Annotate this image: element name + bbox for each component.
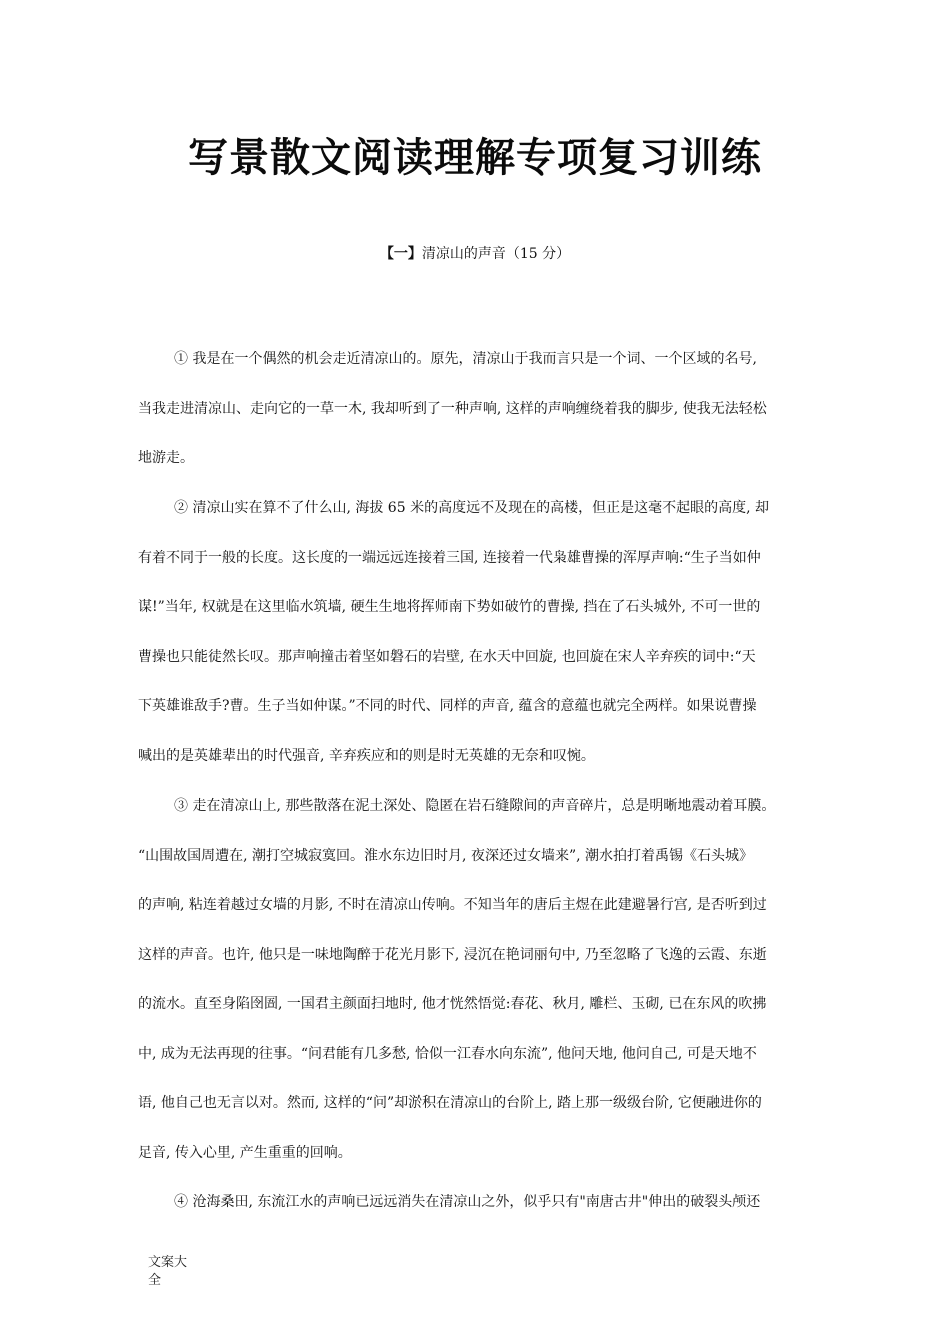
paragraph-line: ② 清凉山实在算不了什么山, 海拔 65 米的高度远不及现在的高楼，但正是这毫不起眼的高度, 却 [174, 500, 769, 516]
paragraph-line: 这样的声音。也许, 他只是一味地陶醉于花光月影下, 浸沉在艳词丽句中, 乃至忽略了飞逸的云霞、东逝 [138, 946, 767, 963]
paragraph-line: 足音, 传入心里, 产生重重的回响。 [138, 1144, 352, 1161]
paragraph-line: 地游走。 [138, 450, 194, 466]
section-title: 清凉山的声音（15 分） [421, 246, 571, 262]
paragraph-line: 当我走进清凉山、走向它的一草一木, 我却听到了一种声响, 这样的声响缠绕着我的脚步, 使我无法轻松 [138, 400, 767, 417]
paragraph-line: 有着不同于一般的长度。这长度的一端远远连接着三国, 连接着一代枭雄曹操的浑厚声响:“生子当如仲 [138, 549, 761, 566]
paragraph-line: 喊出的是英雄辈出的时代强音, 辛弃疾应和的则是时无英雄的无奈和叹惋。 [138, 747, 595, 764]
paragraph-line: 下英雄谁敌手?曹。生子当如仲谋。”不同的时代、同样的声音, 蕴含的意蕴也就完全两样。如果说曹操 [138, 698, 757, 714]
section-bracket: 【一】 [379, 246, 422, 262]
paragraph-line: 的声响, 粘连着越过女墙的月影, 不时在清凉山传响。不知当年的唐后主煜在此建避暑行宫, 是否听到过 [138, 897, 767, 913]
paragraph-1 [138, 335, 818, 484]
paragraph-line: ④ 沧海桑田, 东流江水的声响已远远消失在清凉山之外，似乎只有"南唐古井"伸出的破裂头颅还 [174, 1194, 761, 1210]
paragraph-line: “山围故国周遭在, 潮打空城寂寞回。淮水东边旧时月, 夜深还过女墙来”, 潮水拍打着禹锡《石头城》 [138, 847, 754, 864]
paragraph-3 [138, 782, 818, 1178]
section-heading [0, 243, 950, 265]
paragraph-line: ① 我是在一个偶然的机会走近清凉山的。原先，清凉山于我而言只是一个词、一个区域的名号, [174, 351, 757, 367]
paragraph-line: 中, 成为无法再现的往事。“问君能有几多愁, 恰似一江春水向东流”, 他问天地, 他问自己, 可是天地不 [138, 1045, 757, 1062]
paragraph-line: 的流水。直至身陷囹圄, 一国君主颜面扫地时, 他才恍然悟觉:春花、秋月, 雕栏、玉砌, 已在东风的吹拂 [138, 996, 767, 1012]
document-title: 写景散文阅读理解专项复习训练 [188, 134, 762, 181]
paragraph-line: ③ 走在清凉山上, 那些散落在泥土深处、隐匿在岩石缝隙间的声音碎片，总是明晰地震动着耳膜。 [174, 798, 776, 814]
paragraph-4 [138, 1178, 818, 1228]
paragraph-2 [138, 484, 818, 781]
paragraph-line: 语, 他自己也无言以对。然而, 这样的“问”却淤积在清凉山的台阶上, 踏上那一级级台阶, 它便融进你的 [138, 1095, 762, 1111]
paragraph-line: 曹操也只能徒然长叹。那声响撞击着坚如磐石的岩壁, 在水天中回旋, 也回旋在宋人辛弃疾的词中:“天 [138, 648, 756, 665]
footer-label: 文案大全 [148, 1255, 188, 1288]
paragraph-line: 谋!”当年, 权就是在这里临水筑墙, 硬生生地将挥师南下势如破竹的曹操, 挡在了石头城外, 不可一世的 [138, 599, 761, 615]
